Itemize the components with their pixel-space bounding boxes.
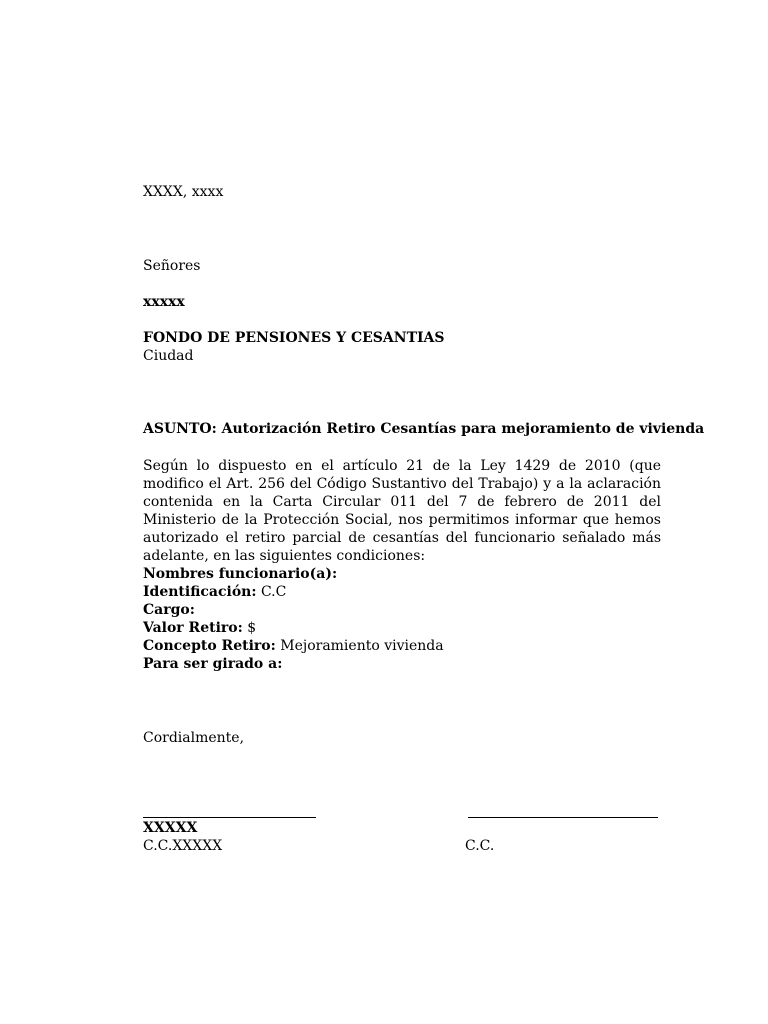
field-identificacion [143, 583, 286, 601]
field-value: $ [242, 620, 257, 636]
recipient-name: xxxxx [143, 294, 185, 310]
salutation: Señores [143, 258, 201, 274]
field-label: Identificación: [143, 584, 257, 600]
signer-id-left: C.C.XXXXX [143, 838, 223, 854]
field-nombres [143, 565, 337, 583]
field-label: Concepto Retiro: [143, 638, 276, 654]
field-cargo [143, 601, 195, 619]
field-value: Mejoramiento vivienda [275, 638, 444, 654]
field-concepto-retiro [143, 637, 444, 655]
field-label: Nombres funcionario(a): [143, 566, 338, 582]
field-valor-retiro [143, 619, 256, 637]
subject-line: ASUNTO: Autorización Retiro Cesantías para mejoramiento de vivienda [143, 421, 705, 437]
signature-line-left [143, 817, 316, 818]
signer-id-right: C.C. [465, 838, 495, 854]
signer-name-left: XXXXX [143, 820, 198, 836]
recipient-city: Ciudad [143, 348, 194, 364]
signature-line-right [468, 817, 658, 818]
place-date: XXXX, xxxx [143, 184, 224, 200]
field-label: Valor Retiro: [143, 620, 243, 636]
field-label: Cargo: [143, 602, 195, 618]
field-value: C.C [256, 584, 287, 600]
field-girado-a [143, 655, 282, 673]
field-label: Para ser girado a: [143, 656, 283, 672]
recipient-org: FONDO DE PENSIONES Y CESANTIAS [143, 330, 445, 346]
body-paragraph: Según lo dispuesto en el artículo 21 de la Ley 1429 de 2010 (que modifico el Art. 256 del Código Sustantivo del Trabajo) y a la aclaración contenida en la Carta Circular 011 del 7 de febrero de 2011 del Ministerio de la Protección Social, nos permitimos informar que hemos autorizado el retiro parcial de cesantías del funcionario señalado más adelante, en las siguientes condiciones: [143, 458, 661, 564]
closing: Cordialmente, [143, 730, 245, 746]
